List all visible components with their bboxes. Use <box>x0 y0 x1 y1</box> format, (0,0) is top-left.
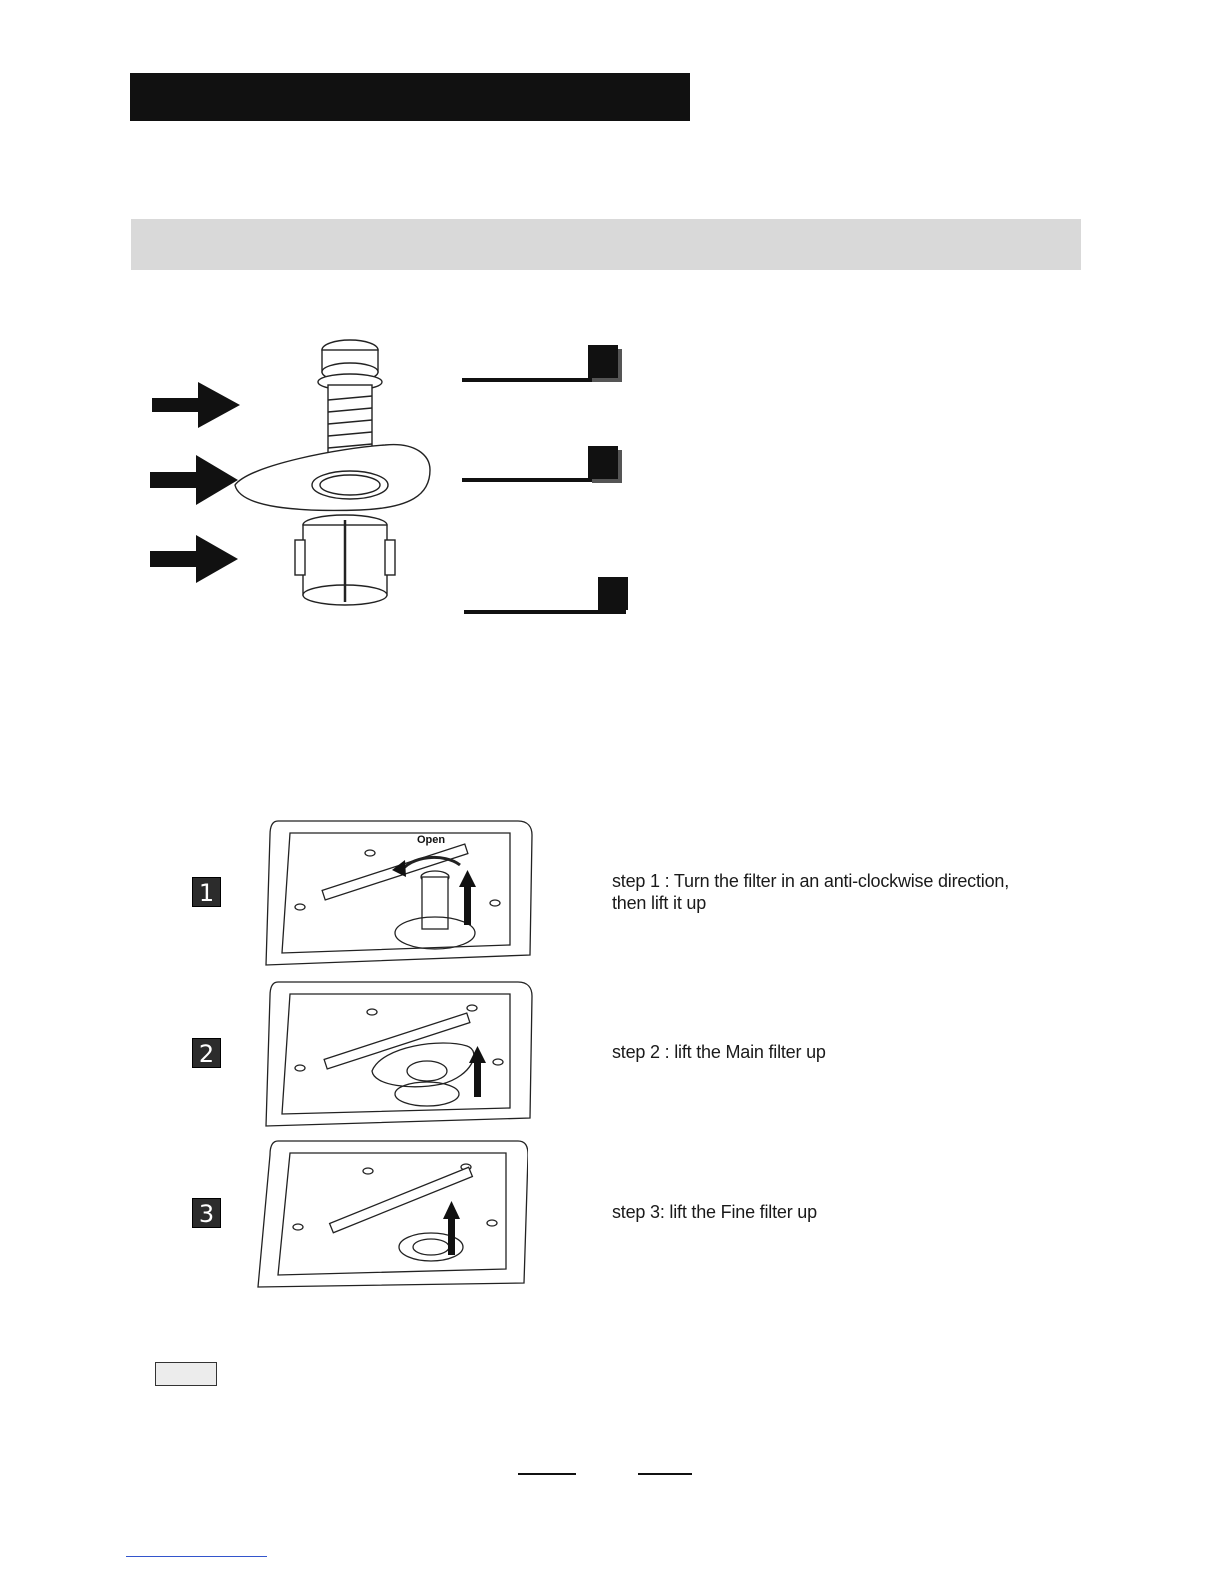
main-filter-drawing <box>235 445 430 511</box>
filter-assembly-illustration <box>140 330 440 620</box>
step-1-line-1: step 1 : Turn the filter in an anti-clockwise direction, <box>612 871 1009 891</box>
step-3-badge: 3 <box>192 1198 221 1228</box>
page-title-bar <box>130 73 690 121</box>
note-label-box <box>155 1362 217 1386</box>
section-heading-bar <box>131 219 1081 270</box>
open-label: Open <box>417 834 446 846</box>
step-1-illustration <box>260 815 536 967</box>
callout-marker <box>588 446 618 479</box>
callout-marker <box>588 345 618 378</box>
step-2-illustration <box>262 976 534 1128</box>
footer-rule-right <box>638 1473 692 1475</box>
leader-line <box>462 378 612 382</box>
step-3-text: step 3: lift the Fine filter up <box>612 1202 817 1222</box>
step-1-text <box>612 870 1009 914</box>
step-2-text: step 2 : lift the Main filter up <box>612 1042 826 1062</box>
arrow-right-icon <box>150 535 238 583</box>
step-3-illustration <box>256 1137 528 1289</box>
fine-filter-drawing <box>295 515 395 605</box>
footer-link-underline[interactable] <box>126 1556 267 1557</box>
step-1-line-2: then lift it up <box>612 893 707 913</box>
arrow-right-icon <box>152 382 240 428</box>
step-1-badge: 1 <box>192 877 221 907</box>
callout-marker <box>598 577 628 610</box>
step-2-badge: 2 <box>192 1038 221 1068</box>
leader-line <box>464 610 626 614</box>
footer-rule-left <box>518 1473 576 1475</box>
arrow-right-icon <box>150 455 238 505</box>
